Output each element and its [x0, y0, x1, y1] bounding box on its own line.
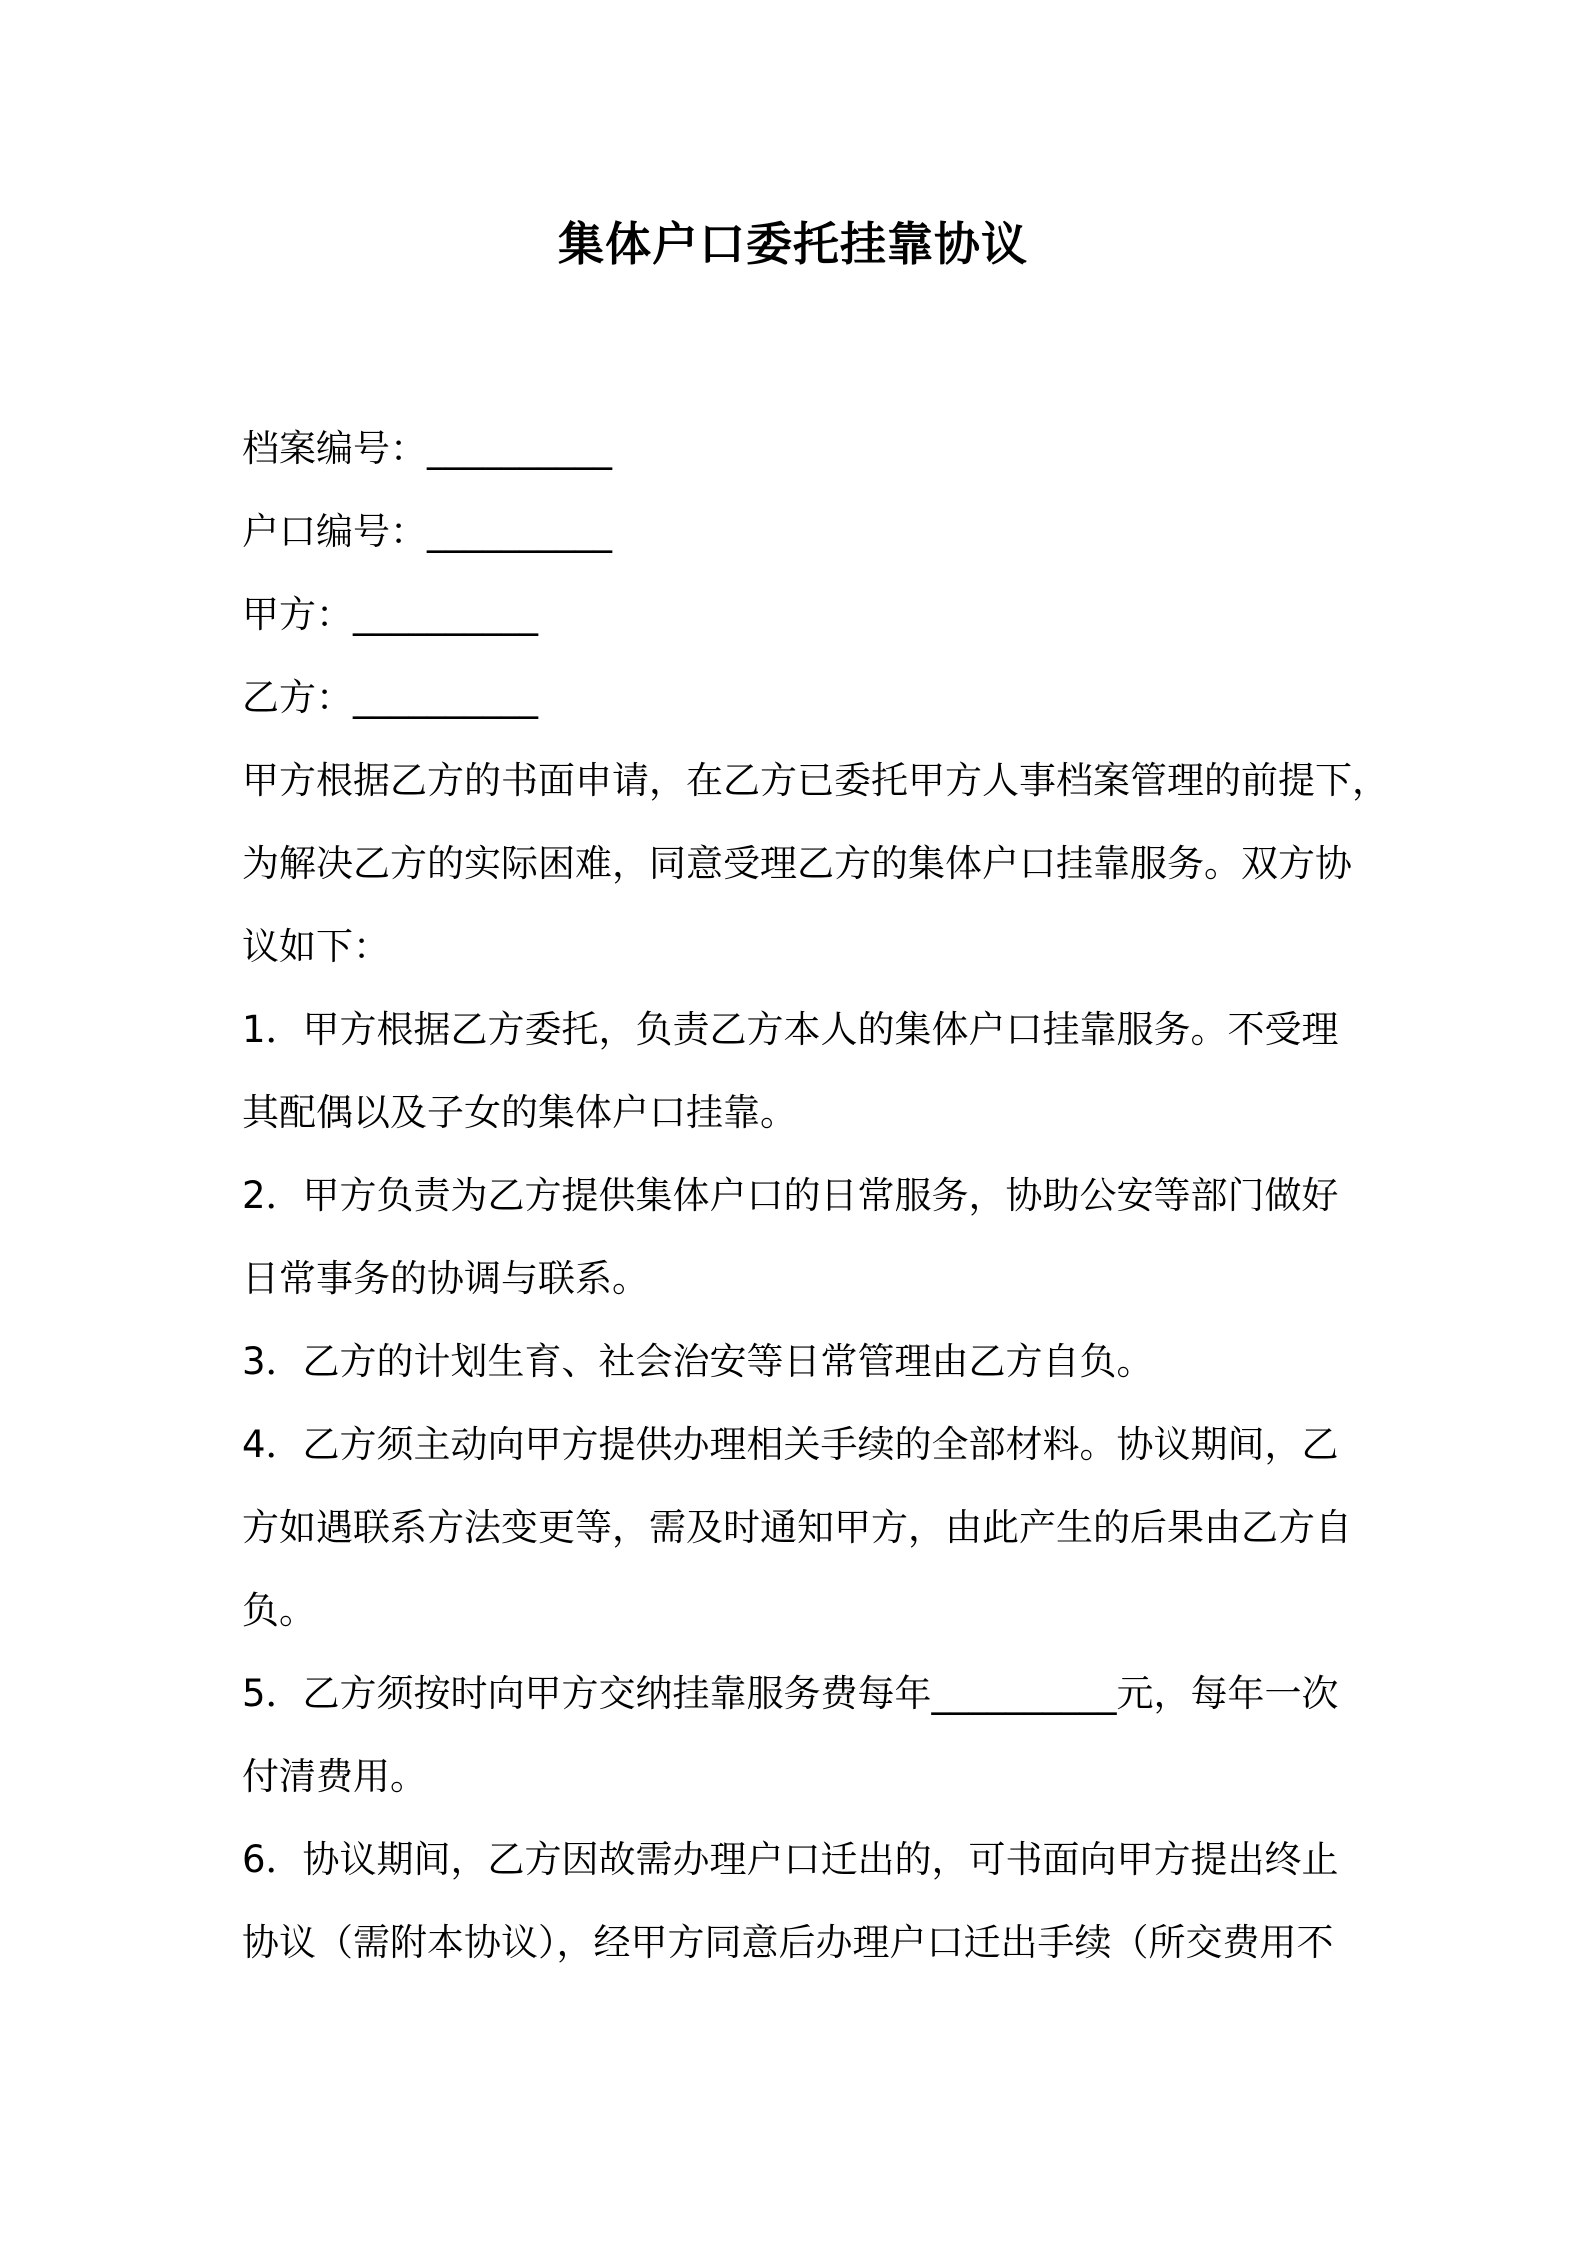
- clause-1-line: 1．甲方根据乙方委托，负责乙方本人的集体户口挂靠服务。不受理: [242, 1008, 1339, 1051]
- clause-3-line: 3．乙方的计划生育、社会治安等日常管理由乙方自负。: [242, 1340, 1154, 1383]
- field-hukou-number: 户口编号：__________: [242, 510, 612, 553]
- clause-6-line: 6．协议期间，乙方因故需办理户口迁出的，可书面向甲方提出终止: [242, 1838, 1339, 1881]
- clause-5-line: 付清费用。: [242, 1755, 427, 1798]
- document-body: [242, 407, 1389, 1984]
- preamble-line: 议如下：: [242, 925, 390, 968]
- clause-4-line: 4．乙方须主动向甲方提供办理相关手续的全部材料。协议期间，乙: [242, 1423, 1339, 1466]
- clause-4-line: 方如遇联系方法变更等，需及时通知甲方，由此产生的后果由乙方自: [242, 1506, 1352, 1549]
- clause-6-line: 协议（需附本协议），经甲方同意后办理户口迁出手续（所交费用不: [242, 1921, 1334, 1964]
- field-archive-number: 档案编号：__________: [242, 427, 612, 470]
- clause-4-line: 负。: [242, 1589, 316, 1632]
- field-party-a: 甲方：__________: [242, 593, 538, 636]
- preamble-line: 甲方根据乙方的书面申请，在乙方已委托甲方人事档案管理的前提下，: [242, 759, 1389, 802]
- clause-1-line: 其配偶以及子女的集体户口挂靠。: [242, 1091, 797, 1134]
- clause-2-line: 2．甲方负责为乙方提供集体户口的日常服务，协助公安等部门做好: [242, 1174, 1339, 1217]
- document-title: 集体户口委托挂靠协议: [558, 217, 1028, 271]
- field-party-b: 乙方：__________: [242, 676, 538, 719]
- clause-2-line: 日常事务的协调与联系。: [242, 1257, 649, 1300]
- preamble-line: 为解决乙方的实际困难，同意受理乙方的集体户口挂靠服务。双方协: [242, 842, 1352, 885]
- clause-5-line: 5．乙方须按时向甲方交纳挂靠服务费每年__________元，每年一次: [242, 1672, 1339, 1715]
